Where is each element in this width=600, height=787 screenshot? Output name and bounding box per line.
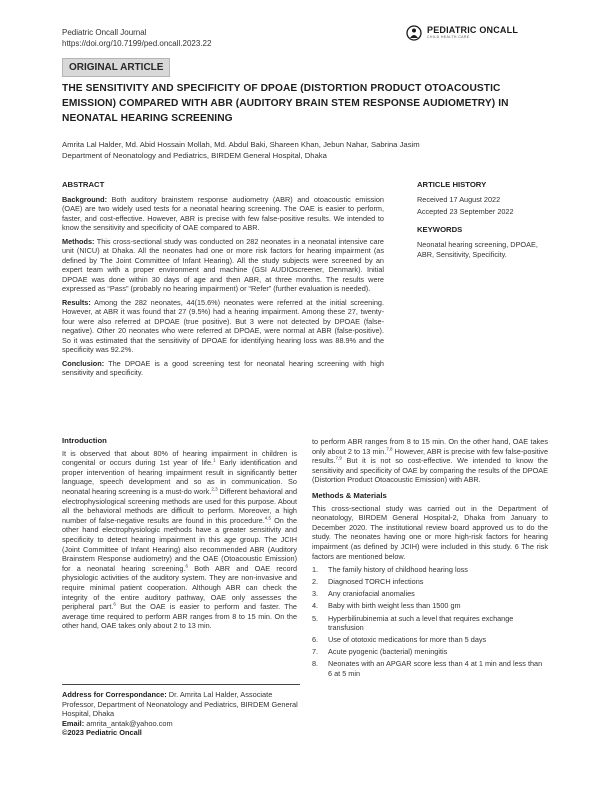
list-text: Diagnosed TORCH infections — [328, 577, 424, 587]
journal-header — [62, 27, 211, 49]
abstract — [62, 180, 384, 382]
correspondence-label: Address for Correspondance: — [62, 690, 167, 699]
methods-text: This cross-sectional study was carried out in the Department of neonatology, BIRDEM General Hospital-2, Dhaka from January to December 2020. The institutional review board approved us to do the study. The neonates having one or more high-risk factors for hearing impairment (as defined by JCIH) were included in this study. 6 The risk factors are mentioned below. — [312, 503, 548, 561]
results-text: Among the 282 neonates, 44(15.6%) neonates were referred at the initial screening. However, at ABR it was found that 27 (9.5%) had a hearing impairment. Among these 27, twenty-four were also referred at DPOAE (true positive). But 3 were not detected by DPOAE (false-negative). Other 20 neonates who were referred at DPOAE, were normal at ABR (false-positive). So it was estimated that the sensitivity of DPOAE for identifying hearing loss was 88.9% and the specificity was 92.2%. — [62, 297, 384, 354]
correspondence-email — [62, 719, 302, 729]
list-item — [312, 614, 548, 633]
methods-label: Methods: — [62, 236, 95, 246]
intro-text-9: But it is not so cost-effective. We intended to know the sensitivity and specificity of OAE by comparing the results of the DPOAE (Distortion Product Otoacoustic Emission) with ABR. — [312, 456, 548, 485]
email-label: Email: — [62, 718, 85, 728]
keywords-text: Neonatal hearing screening, DPOAE, ABR, Sensitivity, Specificity. — [417, 240, 538, 259]
list-number: 5. — [312, 613, 319, 623]
list-text: Hyperbilirubinemia at such a level that requires exchange transfusion — [328, 613, 514, 633]
intro-text-4: On the other hand electrophysiologic methods have a greater sensitivity and specificity to detect hearing impairment in this age group. The JCIH (Joint Committee of Infant Hearing) also recommended ABR (Auditory Brainstem Response audiometry) and the OAE (Otoacoustic Emission) for a neonatal hearing screening. — [62, 515, 297, 573]
list-item — [312, 601, 548, 611]
list-item — [312, 647, 548, 657]
list-number: 1. — [312, 565, 319, 575]
journal-doi[interactable]: https://doi.org/10.7199/ped.oncall.2023.22 — [62, 39, 212, 48]
list-item — [312, 577, 548, 587]
citation[interactable]: 4,5 — [264, 515, 272, 521]
list-text: Neonates with an APGAR score less than 4 at 1 min and less than 6 at 5 min — [328, 659, 543, 678]
list-item — [312, 589, 548, 599]
citation[interactable]: 2,3 — [211, 486, 218, 492]
list-number: 7. — [312, 647, 319, 657]
list-text: The family history of childhood hearing loss — [328, 565, 468, 575]
list-item — [312, 635, 548, 645]
list-number: 8. — [312, 659, 319, 669]
introduction-heading: Introduction — [62, 436, 107, 445]
received-date: Received 17 August 2022 — [417, 195, 501, 204]
list-text: Baby with birth weight less than 1500 gm — [328, 601, 461, 611]
history-heading: ARTICLE HISTORY — [417, 180, 487, 189]
abstract-background — [62, 195, 384, 233]
abstract-conclusion — [62, 359, 384, 378]
introduction-continued — [312, 437, 548, 485]
author-block — [62, 139, 542, 161]
keywords-heading: KEYWORDS — [417, 225, 463, 234]
conclusion-label: Conclusion: — [62, 358, 105, 368]
list-text: Use of ototoxic medications for more than 5 days — [328, 635, 487, 645]
list-number: 4. — [312, 601, 319, 611]
correspondence-address — [62, 690, 302, 719]
author-list: Amrita Lal Halder, Md. Abid Hossain Mollah, Md. Abdul Baki, Shareen Khan, Jebun Nahar, Sabrina Jasim — [62, 140, 420, 149]
citation[interactable]: 6 — [113, 601, 116, 607]
citation[interactable]: 7,9 — [335, 455, 342, 461]
conclusion-text: The DPOAE is a good screening test for neonatal hearing screening with high sensitivity and specificity. — [62, 358, 384, 377]
email-link[interactable]: amrita_antak@yahoo.com — [84, 718, 173, 728]
list-item — [312, 659, 548, 678]
correspondence-text: Dr. Amrita Lal Halder, Associate Professor, Department of Neonatology and Pediatrics, BIRDEM General Hospital, Dhaka — [62, 690, 298, 719]
intro-text-7: to perform ABR ranges from 8 to 15 min. On the other hand, OAE takes only about 2 to 13 min. — [312, 437, 548, 456]
list-number: 6. — [312, 635, 319, 645]
abstract-methods — [62, 237, 384, 294]
background-text: Both auditory brainstem response audiometry (ABR) and otoacoustic emission (OAE) are two widely used tests for a neonatal hearing screening. The OAE is easier to perform, faster, and cost-effective. However, ABR is precise with few false-positive results. We intended to know the sensitivity and specificity of OAE compared to ABR. — [62, 194, 384, 232]
intro-text-6: But the OAE is easier to perform and faster. The average time required to perform ABR ranges from 8 to 15 min. On the other hand, OAE takes only about 2 to 13 min. — [62, 602, 297, 631]
citation[interactable]: 1 — [213, 457, 216, 463]
article-sidebar — [417, 180, 547, 262]
affiliation: Department of Neonatology and Pediatrics, BIRDEM General Hospital, Dhaka — [62, 151, 327, 160]
list-text: Acute pyogenic (bacterial) meningitis — [328, 647, 448, 657]
introduction-paragraph — [62, 449, 297, 631]
results-label: Results: — [62, 297, 91, 307]
abstract-heading: ABSTRACT — [62, 180, 105, 189]
body-column-left — [62, 436, 297, 635]
list-text: Any craniofacial anomalies — [328, 589, 415, 599]
intro-text-2: Early identification and proper intervention of hearing impairment result in significantly better language, speech development and so as in communication. So neonatal hearing screening is a must-do work. — [62, 458, 298, 496]
article-title: THE SENSITIVITY AND SPECIFICITY OF DPOAE (DISTORTION PRODUCT OTOACOUSTIC EMISSION) COMPARED WITH ABR (AUDITORY BRAIN STEM RESPONSE AUDIOMETRY) IN NEONATAL HEARING SCREENING — [62, 83, 509, 124]
risk-factor-list — [312, 565, 548, 678]
methods-text: This cross-sectional study was conducted on 282 neonates in a neonatal intensive care unit (NICU) at Dhaka. All the neonates had one or more risk factors for hearing impairment (as defined by The Joint Committee of Infant Hearing). All the study subjects were screened by an expert team with a proper environment and machine (GSI AUDIOscreener, Denmark). Initial DPOAE was done within 30 days of age and then ABR, at three months. The results were expressed as “Pass” (probably no hearing impairment) or “Refer” (further evaluation is needed). — [62, 236, 384, 293]
methods-heading: Methods & Materials — [312, 490, 387, 500]
logo-tagline: CHILD HEALTH CARE — [427, 35, 470, 40]
list-number: 2. — [312, 577, 319, 587]
article-type-badge: ORIGINAL ARTICLE — [62, 58, 170, 77]
intro-text-1: It is observed that about 80% of hearing impairment in children is congenital or occurs during 1st year of life. — [62, 448, 297, 468]
accepted-date: Accepted 23 September 2022 — [417, 207, 514, 216]
citation[interactable]: 7,8 — [386, 446, 393, 452]
correspondence-divider — [62, 684, 300, 685]
list-item — [312, 565, 548, 575]
logo-name: PEDIATRIC ONCALL — [427, 25, 519, 36]
correspondence-block — [62, 690, 302, 738]
citation[interactable]: 6 — [185, 563, 188, 569]
intro-text-3: Different behavioral and electrophysiological screening methods are used for this purpose. About all the behavioral methods are difficult to perform. Moreover, a high number of false-negative results are found in this procedure. — [62, 486, 297, 525]
background-label: Background: — [62, 194, 107, 204]
intro-text-8: However, ABR is precise with few false-positive results. — [312, 446, 549, 466]
copyright — [62, 728, 302, 738]
journal-logo — [406, 22, 556, 44]
body-column-right — [312, 437, 548, 681]
copyright-text: ©2023 Pediatric Oncall — [62, 728, 142, 738]
journal-name: Pediatric Oncall Journal — [62, 28, 147, 37]
pediatric-oncall-logo-icon — [406, 25, 422, 41]
intro-text-5: Both ABR and OAE record physiologic activities of the auditory system. They are non-invasive and require minimal patient cooperation. Although ABR can check the integrity of the entire auditory pathway, OAE only assesses the peripheral part. — [62, 563, 297, 612]
abstract-results — [62, 298, 384, 355]
list-number: 3. — [312, 589, 319, 599]
